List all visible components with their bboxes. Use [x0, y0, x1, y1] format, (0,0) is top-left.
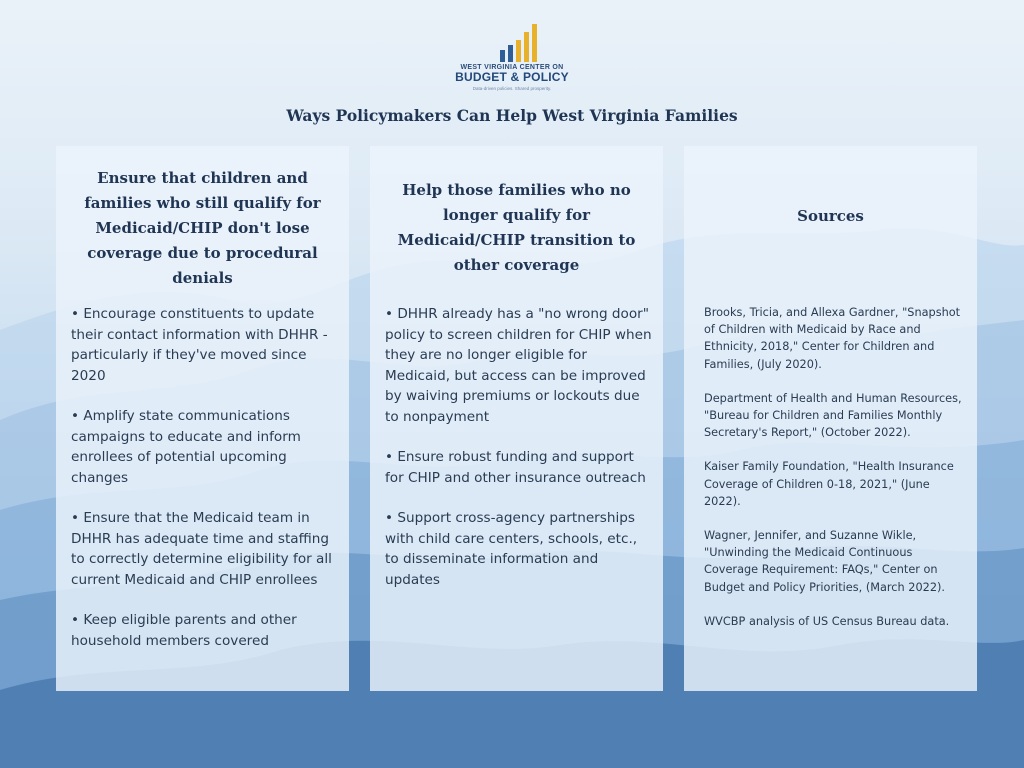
source-item: Kaiser Family Foundation, "Health Insurance Coverage of Children 0-18, 2021," (June 2022). — [704, 460, 954, 508]
column-heading: Help those families who no longer qualify for Medicaid/CHIP transition to other coverage — [397, 181, 636, 274]
bullet-list — [385, 304, 655, 610]
logo-bar — [524, 32, 529, 62]
bullet-item: • DHHR already has a "no wrong door" policy to screen children for CHIP when they are no longer eligible for Medicaid, but access can be improved by waiving premiums or lockouts due to nonpayment — [385, 306, 652, 425]
bullet-item: • Ensure that the Medicaid team in DHHR has adequate time and staffing to correctly determine eligibility for all current Medicaid and CHIP enrollees — [71, 510, 332, 588]
logo-bar — [516, 40, 521, 62]
logo-name-line1: WEST VIRGINIA CENTER ON — [460, 64, 564, 71]
logo-tagline: Data-driven policies. Shared prosperity. — [472, 86, 552, 91]
source-item: Department of Health and Human Resources, "Bureau for Children and Families Monthly Secretary's Report," (October 2022). — [704, 391, 962, 440]
bullet-item: • Keep eligible parents and other household members covered — [71, 612, 297, 649]
column-card-sources — [684, 146, 977, 691]
bullet-item: • Support cross-agency partnerships with child care centers, schools, etc., to disseminate information and updates — [385, 510, 638, 588]
organization-logo — [455, 22, 569, 91]
logo-bar — [500, 50, 505, 62]
sources-list — [704, 304, 966, 647]
source-item: Brooks, Tricia, and Allexa Gardner, "Snapshot of Children with Medicaid by Race and Ethnicity, 2018," Center for Children and Families, (July 2020). — [704, 306, 961, 371]
logo-name-line2: BUDGET & POLICY — [455, 70, 569, 84]
column-heading: Sources — [797, 207, 864, 225]
bullet-item: • Encourage constituents to update their contact information with DHHR - particularly if they've moved since 2020 — [71, 306, 328, 384]
logo-bar — [532, 24, 537, 62]
page-title: Ways Policymakers Can Help West Virginia Families — [286, 106, 738, 125]
source-item: WVCBP analysis of US Census Bureau data. — [704, 614, 950, 628]
column-card-transition-coverage — [370, 146, 663, 691]
column-card-keep-coverage — [56, 146, 349, 691]
bullet-item: • Ensure robust funding and support for CHIP and other insurance outreach — [385, 449, 646, 486]
source-item: Wagner, Jennifer, and Suzanne Wikle, "Unwinding the Medicaid Continuous Coverage Requirement: FAQs," Center on Budget and Policy Priorities, (March 2022). — [704, 529, 946, 594]
bullet-item: • Amplify state communications campaigns to educate and inform enrollees of potential upcoming changes — [71, 408, 301, 486]
header — [0, 22, 1024, 94]
column-heading: Ensure that children and families who still qualify for Medicaid/CHIP don't lose coverage due to procedural denials — [84, 169, 321, 287]
bullet-list — [71, 304, 341, 671]
bar-chart-logo-icon — [469, 22, 569, 62]
logo-bar — [508, 45, 513, 62]
